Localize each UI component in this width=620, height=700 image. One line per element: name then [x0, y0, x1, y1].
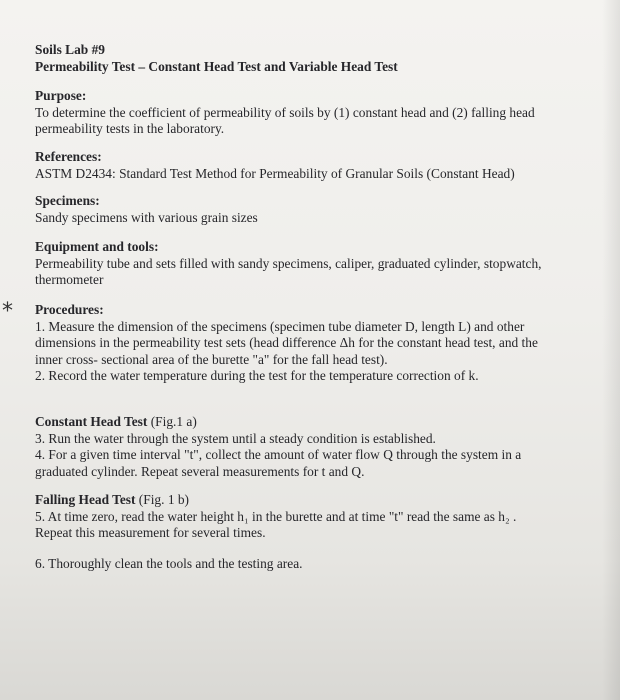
- constant-head-line: graduated cylinder. Repeat several measurements for t and Q.: [35, 463, 365, 479]
- document-title: Permeability Test – Constant Head Test and Variable Head Test: [35, 58, 398, 74]
- lab-number: Soils Lab #9: [35, 42, 105, 57]
- falling-head-line: Repeat this measurement for several times.: [35, 525, 266, 541]
- asterisk-mark: *: [2, 299, 13, 324]
- purpose-line: To determine the coefficient of permeability of soils by (1) constant head and (2) falling head: [35, 104, 535, 120]
- procedure-line: dimensions in the permeability test sets (head difference Δh for the constant head test, and the: [35, 335, 538, 351]
- falling-head-fig: (Fig. 1 b): [135, 492, 190, 507]
- procedure-line: 1. Measure the dimension of the specimens (specimen tube diameter D, length L) and other: [35, 318, 525, 334]
- purpose-heading: Purpose:: [35, 88, 87, 103]
- references-line: ASTM D2434: Standard Test Method for Permeability of Granular Soils (Constant Head): [35, 165, 515, 181]
- falling-head-heading-line: [35, 492, 580, 509]
- equipment-line: thermometer: [35, 272, 104, 288]
- falling-head-line: 5. At time zero, read the water height h₁ in the burette and at time "t" read the same as h₂ .: [35, 508, 517, 524]
- falling-head-heading: Falling Head Test: [35, 492, 136, 507]
- specimens-line: Sandy specimens with various grain sizes: [35, 209, 258, 225]
- equipment-heading: Equipment and tools:: [35, 239, 159, 254]
- falling-head-section: [35, 492, 580, 542]
- constant-head-fig: (Fig.1 a): [147, 414, 197, 429]
- purpose-line: permeability tests in the laboratory.: [35, 121, 225, 137]
- references-heading: References:: [35, 149, 102, 164]
- cleanup-line: 6. Thoroughly clean the tools and the testing area.: [35, 556, 303, 571]
- procedures-section: [35, 302, 580, 385]
- page-edge-shadow: [602, 0, 620, 700]
- constant-head-line: 3. Run the water through the system until a steady condition is established.: [35, 430, 436, 446]
- specimens-section: [35, 193, 580, 226]
- equipment-section: [35, 239, 580, 289]
- specimens-heading: Specimens:: [35, 193, 100, 208]
- constant-head-heading-line: [35, 414, 580, 431]
- procedures-heading: Procedures:: [35, 302, 104, 317]
- references-section: [35, 149, 580, 182]
- constant-head-line: 4. For a given time interval "t", collect the amount of water flow Q through the system in a: [35, 447, 522, 463]
- equipment-line: Permeability tube and sets filled with sandy specimens, caliper, graduated cylinder, stopwatch,: [35, 255, 542, 271]
- constant-head-section: [35, 414, 580, 480]
- constant-head-heading: Constant Head Test: [35, 414, 148, 429]
- cleanup-section: [35, 556, 580, 573]
- procedure-line: inner cross- sectional area of the burette "a" for the fall head test).: [35, 351, 388, 367]
- purpose-section: [35, 88, 580, 138]
- header-block: [35, 42, 580, 75]
- procedure-line: 2. Record the water temperature during the test for the temperature correction of k.: [35, 368, 479, 384]
